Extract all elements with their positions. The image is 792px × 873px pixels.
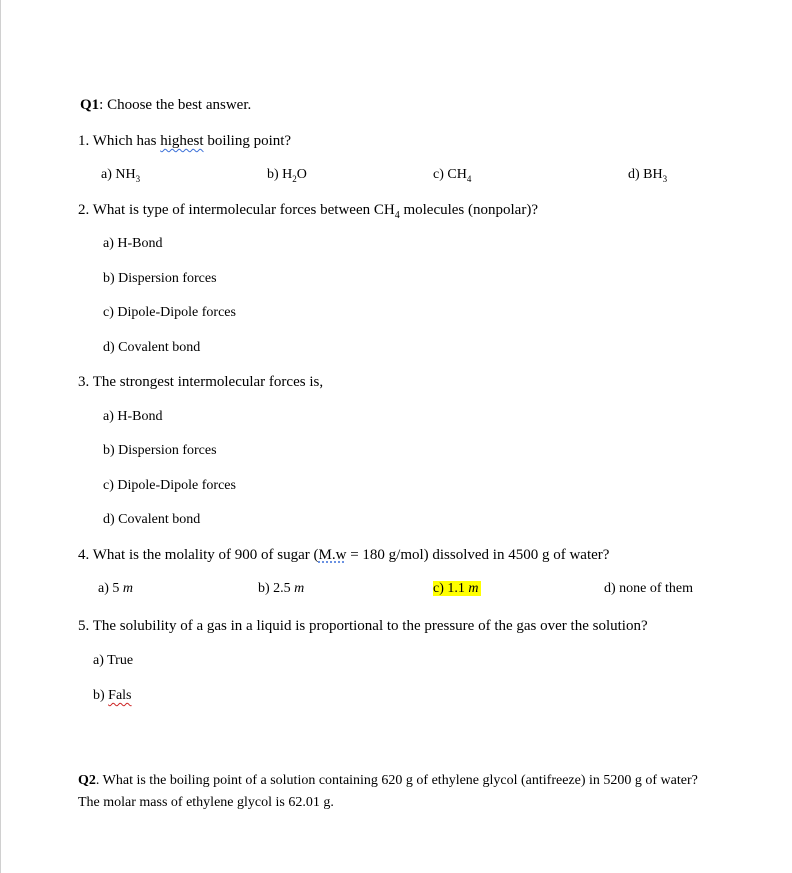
q5-option-b-text: Fals — [108, 688, 132, 703]
q3-option-b: b) Dispersion forces — [103, 443, 217, 458]
q1-option-b-tail: O — [296, 167, 307, 182]
q1-option-b-sub: 2 — [292, 173, 297, 184]
question-2-pre: 2. What is type of intermolecular forces between CH — [78, 202, 395, 218]
q3-option-d: d) Covalent bond — [103, 512, 201, 527]
q4-option-c — [433, 580, 481, 598]
q1-option-d-text: d) BH — [628, 167, 663, 182]
question-1 — [78, 132, 291, 150]
q4-option-d: d) none of them — [604, 581, 694, 596]
q4-option-c-unit: m — [468, 581, 479, 596]
q4-option-b-unit: m — [294, 581, 305, 596]
q4-option-a — [98, 580, 133, 598]
q2-block — [78, 770, 698, 814]
q5-option-a: a) True — [93, 653, 134, 668]
q1-option-b — [267, 166, 307, 188]
q1-instruction: : Choose the best answer. — [99, 97, 252, 113]
q2-option-b: b) Dispersion forces — [103, 271, 217, 286]
question-2-post: molecules (nonpolar)? — [399, 202, 538, 218]
question-2-sub: 4 — [394, 210, 400, 221]
question-3: 3. The strongest intermolecular forces is, — [78, 374, 324, 390]
q2-text: . What is the boiling point of a solution containing 620 g of ethylene glycol (antifreeze) in 5200 g of water? The molar mass of ethylene glycol is 62.01 g. — [78, 773, 698, 810]
q1-option-d-sub: 3 — [662, 173, 668, 184]
q1-label: Q1 — [80, 97, 100, 113]
q1-option-a-text: a) NH — [101, 167, 136, 182]
question-4-pre: 4. What is the molality of 900 of sugar ( — [78, 547, 319, 563]
q5-option-b — [93, 687, 132, 705]
q2-option-d: d) Covalent bond — [103, 340, 201, 355]
q1-option-c-text: c) CH — [433, 167, 467, 182]
q1-header — [80, 96, 251, 114]
q4-option-b — [258, 580, 304, 598]
question-1-emph: highest — [160, 133, 204, 149]
question-4-mw: M.w — [318, 547, 347, 563]
question-2 — [78, 201, 538, 225]
q1-option-c-sub: 4 — [466, 173, 472, 184]
q4-option-c-text: c) 1.1 — [433, 581, 469, 596]
q5-option-b-letter: b) — [93, 688, 109, 703]
q4-option-a-text: a) 5 — [98, 581, 123, 596]
q4-option-a-unit: m — [122, 581, 134, 596]
q3-option-a: a) H-Bond — [103, 409, 163, 424]
q1-option-c — [433, 166, 471, 188]
q1-option-b-text: b) H — [267, 167, 293, 182]
q2-option-a: a) H-Bond — [103, 236, 163, 251]
q1-option-a — [101, 166, 140, 188]
q1-option-d — [628, 166, 667, 188]
q2-label: Q2 — [78, 773, 96, 788]
question-4-post: = 180 g/mol) dissolved in 4500 g of water? — [346, 547, 610, 563]
q4-option-b-text: b) 2.5 — [258, 581, 295, 596]
q2-option-c: c) Dipole-Dipole forces — [103, 305, 236, 320]
question-1-post: boiling point? — [203, 133, 292, 149]
q1-option-a-sub: 3 — [135, 173, 141, 184]
question-5: 5. The solubility of a gas in a liquid is proportional to the pressure of the gas over the solution? — [78, 618, 648, 634]
q3-option-c: c) Dipole-Dipole forces — [103, 478, 236, 493]
question-1-pre: 1. Which has — [78, 133, 161, 149]
page-edge — [0, 0, 1, 873]
question-4 — [78, 546, 609, 564]
